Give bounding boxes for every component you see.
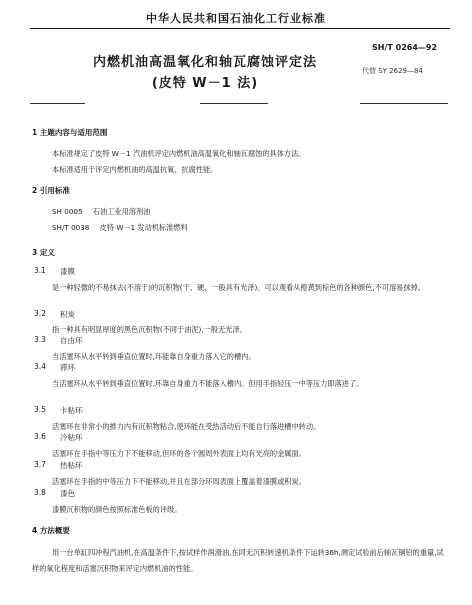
reference-1-code: SH 0005	[52, 207, 83, 216]
reference-2-name: 皮特 W－1 发动机标准燃料	[99, 223, 188, 232]
reference-2-code: SH/T 0038	[52, 223, 90, 232]
definition-title: 积炭	[60, 310, 75, 319]
reference-1	[52, 207, 150, 217]
definition-title: 漆色	[60, 489, 75, 498]
definition-num: 3.2	[34, 309, 46, 318]
section-2-heading: 2 引用标准	[32, 186, 70, 195]
section-3-heading: 3 定义	[32, 248, 55, 257]
section-1-heading: 1 主题内容与适用范围	[32, 128, 108, 137]
definition-text: 是一种轻微的不易抹去(不溶于)的沉积物(干、硬、一般具有光泽)。可以观看从橙黄到棕色的各种颜色,不可溶易抹掉。	[52, 283, 425, 292]
definition-text: 活塞环在手指中等压力下不能移动,但环的各个圆周外表面上均有光亮的金属面。	[52, 449, 306, 458]
definition-text: 活塞环在非常小的推力内有沉积物粘合,使环能在受热活动后不能自行落进槽中转动。	[52, 422, 321, 431]
definition-title: 滞环	[60, 363, 75, 372]
document-title	[55, 52, 355, 94]
definition-text: 指一种具有明显厚度的黑色沉积物(不同于油泥),一般无光泽。	[52, 325, 247, 334]
reference-1-name: 石油工业用溶剂油	[92, 207, 151, 216]
definition-text: 当活塞环从水平转到垂直位置时,环靠自身重力不能落入槽内。但用手指轻压一中等压力即落进了。	[52, 379, 364, 388]
definition-num: 3.4	[34, 362, 46, 371]
divider-middle	[200, 103, 268, 104]
header-rule	[30, 28, 450, 29]
definition-num: 3.1	[34, 266, 46, 275]
divider-right	[360, 103, 448, 104]
definition-text: 当活塞环从水平转到垂直位置时,环能靠自身重力落入它的槽内。	[52, 352, 256, 361]
title-line-2: (皮特 W－1 法)	[151, 76, 259, 91]
section-4-paragraph: 用一台单缸四冲程汽油机,在高温条件下,按试样作润滑油,在同无沉积转速机条件下运转36h,测定试验前后轴瓦铜铅的重量,试样的氧化程度和活塞沉积物来评定内燃机油的性能。	[32, 548, 444, 573]
definition-title: 卡粘环	[60, 406, 83, 415]
definition-num: 3.3	[34, 335, 46, 344]
definition-title: 冷粘环	[60, 433, 83, 442]
definition-text: 漆膜沉积物的颜色按照标准色板的评级。	[52, 505, 182, 514]
definition-title: 漆膜	[60, 267, 75, 276]
divider-left	[30, 103, 85, 104]
definition-num: 3.8	[34, 488, 46, 497]
definition-title: 热粘环	[60, 461, 83, 470]
definition-text: 活塞环在手指的中等压力下不能移动,并且在部分环周表面上覆盖着漆膜或积炭。	[52, 477, 306, 486]
title-line-1: 内燃机油高温氧化和轴瓦腐蚀评定法	[92, 55, 317, 70]
replaces-note: 代替 SY 2629—84	[362, 67, 423, 75]
standard-number: SH/T 0264—92	[372, 43, 438, 52]
definition-num: 3.7	[34, 460, 46, 469]
section-4-heading: 4 方法概要	[32, 526, 70, 535]
section-1-paragraph-2: 本标准适用于评定内燃机油的高温抗氧、抗腐性能。	[52, 165, 218, 174]
definition-num: 3.6	[34, 432, 46, 441]
publisher-header: 中华人民共和国石油化工行业标准	[146, 12, 326, 25]
section-1-paragraph-1: 本标准规定了皮特 W－1 汽油机评定内燃机油高温氧化和轴瓦腐蚀的具体方法。	[52, 149, 306, 158]
definition-num: 3.5	[34, 405, 46, 414]
definition-title: 自由环	[60, 336, 83, 345]
reference-2	[52, 223, 188, 233]
